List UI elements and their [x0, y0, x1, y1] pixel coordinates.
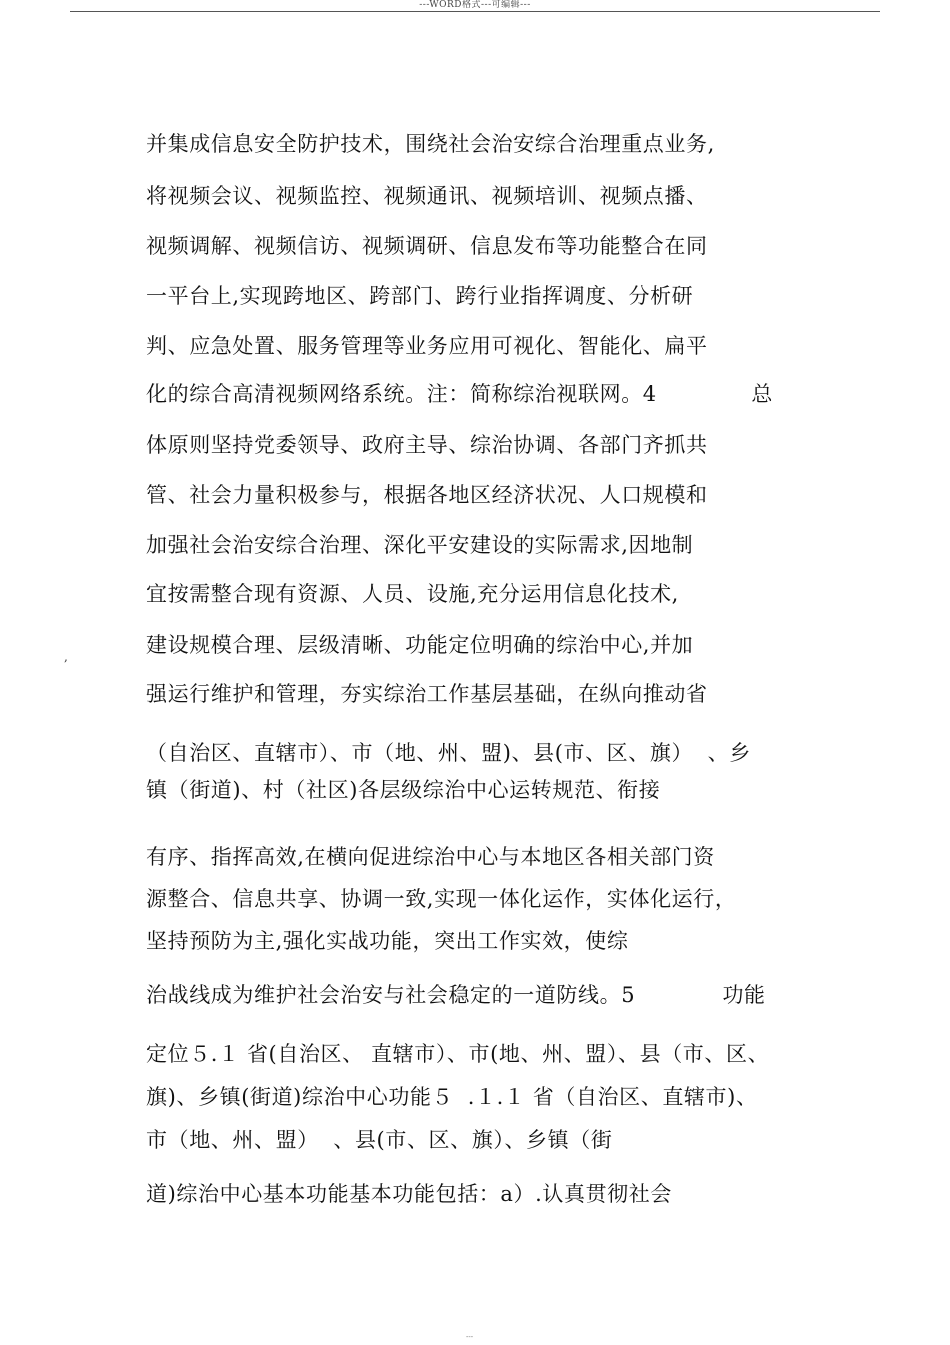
- text-line: 道)综治中心基本功能基本功能包括：a）.认真贯彻社会: [146, 1182, 672, 1206]
- text-line: 化的综合高清视频网络系统。注：简称综治视联网。4 总: [146, 382, 773, 406]
- header-text: ---WORD格式---可编辑---: [419, 0, 531, 10]
- text-line: 有序、指挥高效,在横向促进综治中心与本地区各相关部门资: [146, 845, 715, 869]
- text-line: （自治区、直辖市）、市（地、州、盟)、县(市、区、旗） 、乡: [146, 741, 751, 765]
- text-line: 管、社会力量积极参与，根据各地区经济状况、人口规模和: [146, 483, 708, 507]
- text-line: 一平台上,实现跨地区、跨部门、跨行业指挥调度、分析研: [146, 284, 694, 308]
- text-line: 视频调解、视频信访、视频调研、信息发布等功能整合在同: [146, 234, 708, 258]
- page-footer: ---: [466, 1333, 474, 1341]
- text-line: 源整合、信息共享、协调一致,实现一体化运作，实体化运行，: [146, 887, 737, 911]
- text-line: 坚持预防为主,强化实战功能，突出工作实效，使综: [146, 929, 629, 953]
- text-line: 体原则坚持党委领导、政府主导、综治协调、各部门齐抓共: [146, 433, 708, 457]
- text-line: 市（地、州、盟） 、县(市、区、旗）、乡镇（街: [146, 1128, 613, 1152]
- text-line: 治战线成为维护社会治安与社会稳定的一道防线。5 功能: [146, 983, 766, 1007]
- text-line: 加强社会治安综合治理、深化平安建设的实际需求,因地制: [146, 533, 694, 557]
- text-line: 建设规模合理、层级清晰、功能定位明确的综治中心,并加: [146, 633, 694, 657]
- text-line: 强运行维护和管理，夯实综治工作基层基础，在纵向推动省: [146, 682, 708, 706]
- text-line: 并集成信息安全防护技术，围绕社会治安综合治理重点业务,: [146, 132, 715, 156]
- text-line: 判、应急处置、服务管理等业务应用可视化、智能化、扁平: [146, 334, 708, 358]
- text-line: 将视频会议、视频监控、视频通讯、视频培训、视频点播、: [146, 184, 708, 208]
- margin-mark: ,: [64, 650, 68, 664]
- text-line: 宜按需整合现有资源、人员、设施,充分运用信息化技术,: [146, 582, 679, 606]
- text-line: 旗)、乡镇(街道)综治中心功能５ .１.１ 省（自治区、直辖市)、: [146, 1085, 758, 1109]
- header-rule: [70, 11, 880, 12]
- text-line: 定位５.１ 省(自治区、 直辖市）、市(地、州、盟）、县（市、区、: [146, 1042, 770, 1066]
- text-line: 镇（街道)、村（社区)各层级综治中心运转规范、衔接: [146, 778, 661, 802]
